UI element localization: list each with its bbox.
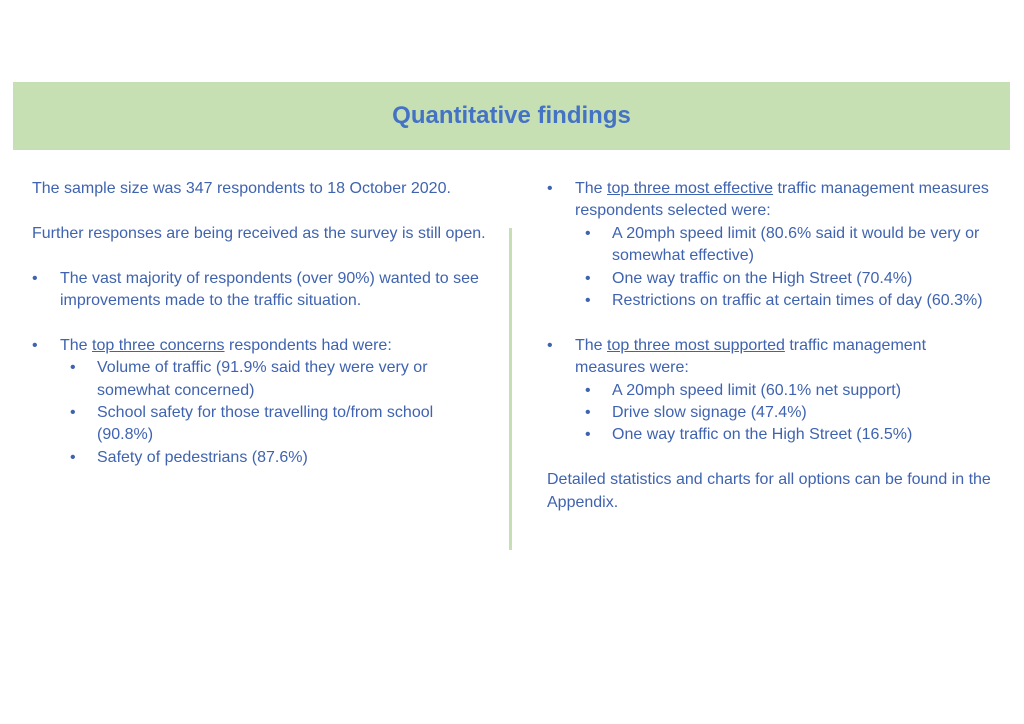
appendix-text: Detailed statistics and charts for all options can be found in the Appendix. [547,471,991,511]
effective-bullet: • The top three most effective traffic management measures respondents selected were: [547,178,997,223]
supported-bullet: • The top three most supported traffic management measures were: [547,335,997,380]
concern-item-pedestrians: • Safety of pedestrians (87.6%) [32,447,487,469]
concern-item-school: • School safety for those travelling to/from school (90.8%) [32,402,487,447]
supported-item-speed: • A 20mph speed limit (60.1% net support) [547,380,997,402]
effective-item-restrictions: • Restrictions on traffic at certain times of day (60.3%) [547,290,997,312]
supported-item-signage: • Drive slow signage (47.4%) [547,402,997,424]
effective-item-speed: • A 20mph speed limit (80.6% said it would be very or somewhat effective) [547,223,997,268]
effective-list [547,178,997,312]
supported-list [547,335,997,447]
sample-size-text: The sample size was 347 respondents to 18 October 2020. [32,180,451,197]
effective-highlight: top three most effective [607,180,774,197]
left-bullets [32,268,487,313]
supported-item-oneway: • One way traffic on the High Street (16.5%) [547,424,997,446]
majority-bullet: • The vast majority of respondents (over 90%) wanted to see improvements made to the traffic situation. [32,268,487,313]
concerns-bullet: • The top three concerns respondents had were: [32,335,487,357]
effective-item-oneway: • One way traffic on the High Street (70.4%) [547,268,997,290]
left-column [32,178,487,469]
column-divider [509,228,512,550]
supported-highlight: top three most supported [607,336,785,354]
concern-item-volume: • Volume of traffic (91.9% said they were very or somewhat concerned) [32,357,487,402]
page-title: Quantitative findings [392,102,631,129]
concerns-list [32,335,487,469]
title-banner [13,82,1010,150]
concerns-highlight: top three concerns [92,336,225,354]
further-responses-text: Further responses are being received as the survey is still open. [32,224,486,242]
right-column [547,178,997,514]
